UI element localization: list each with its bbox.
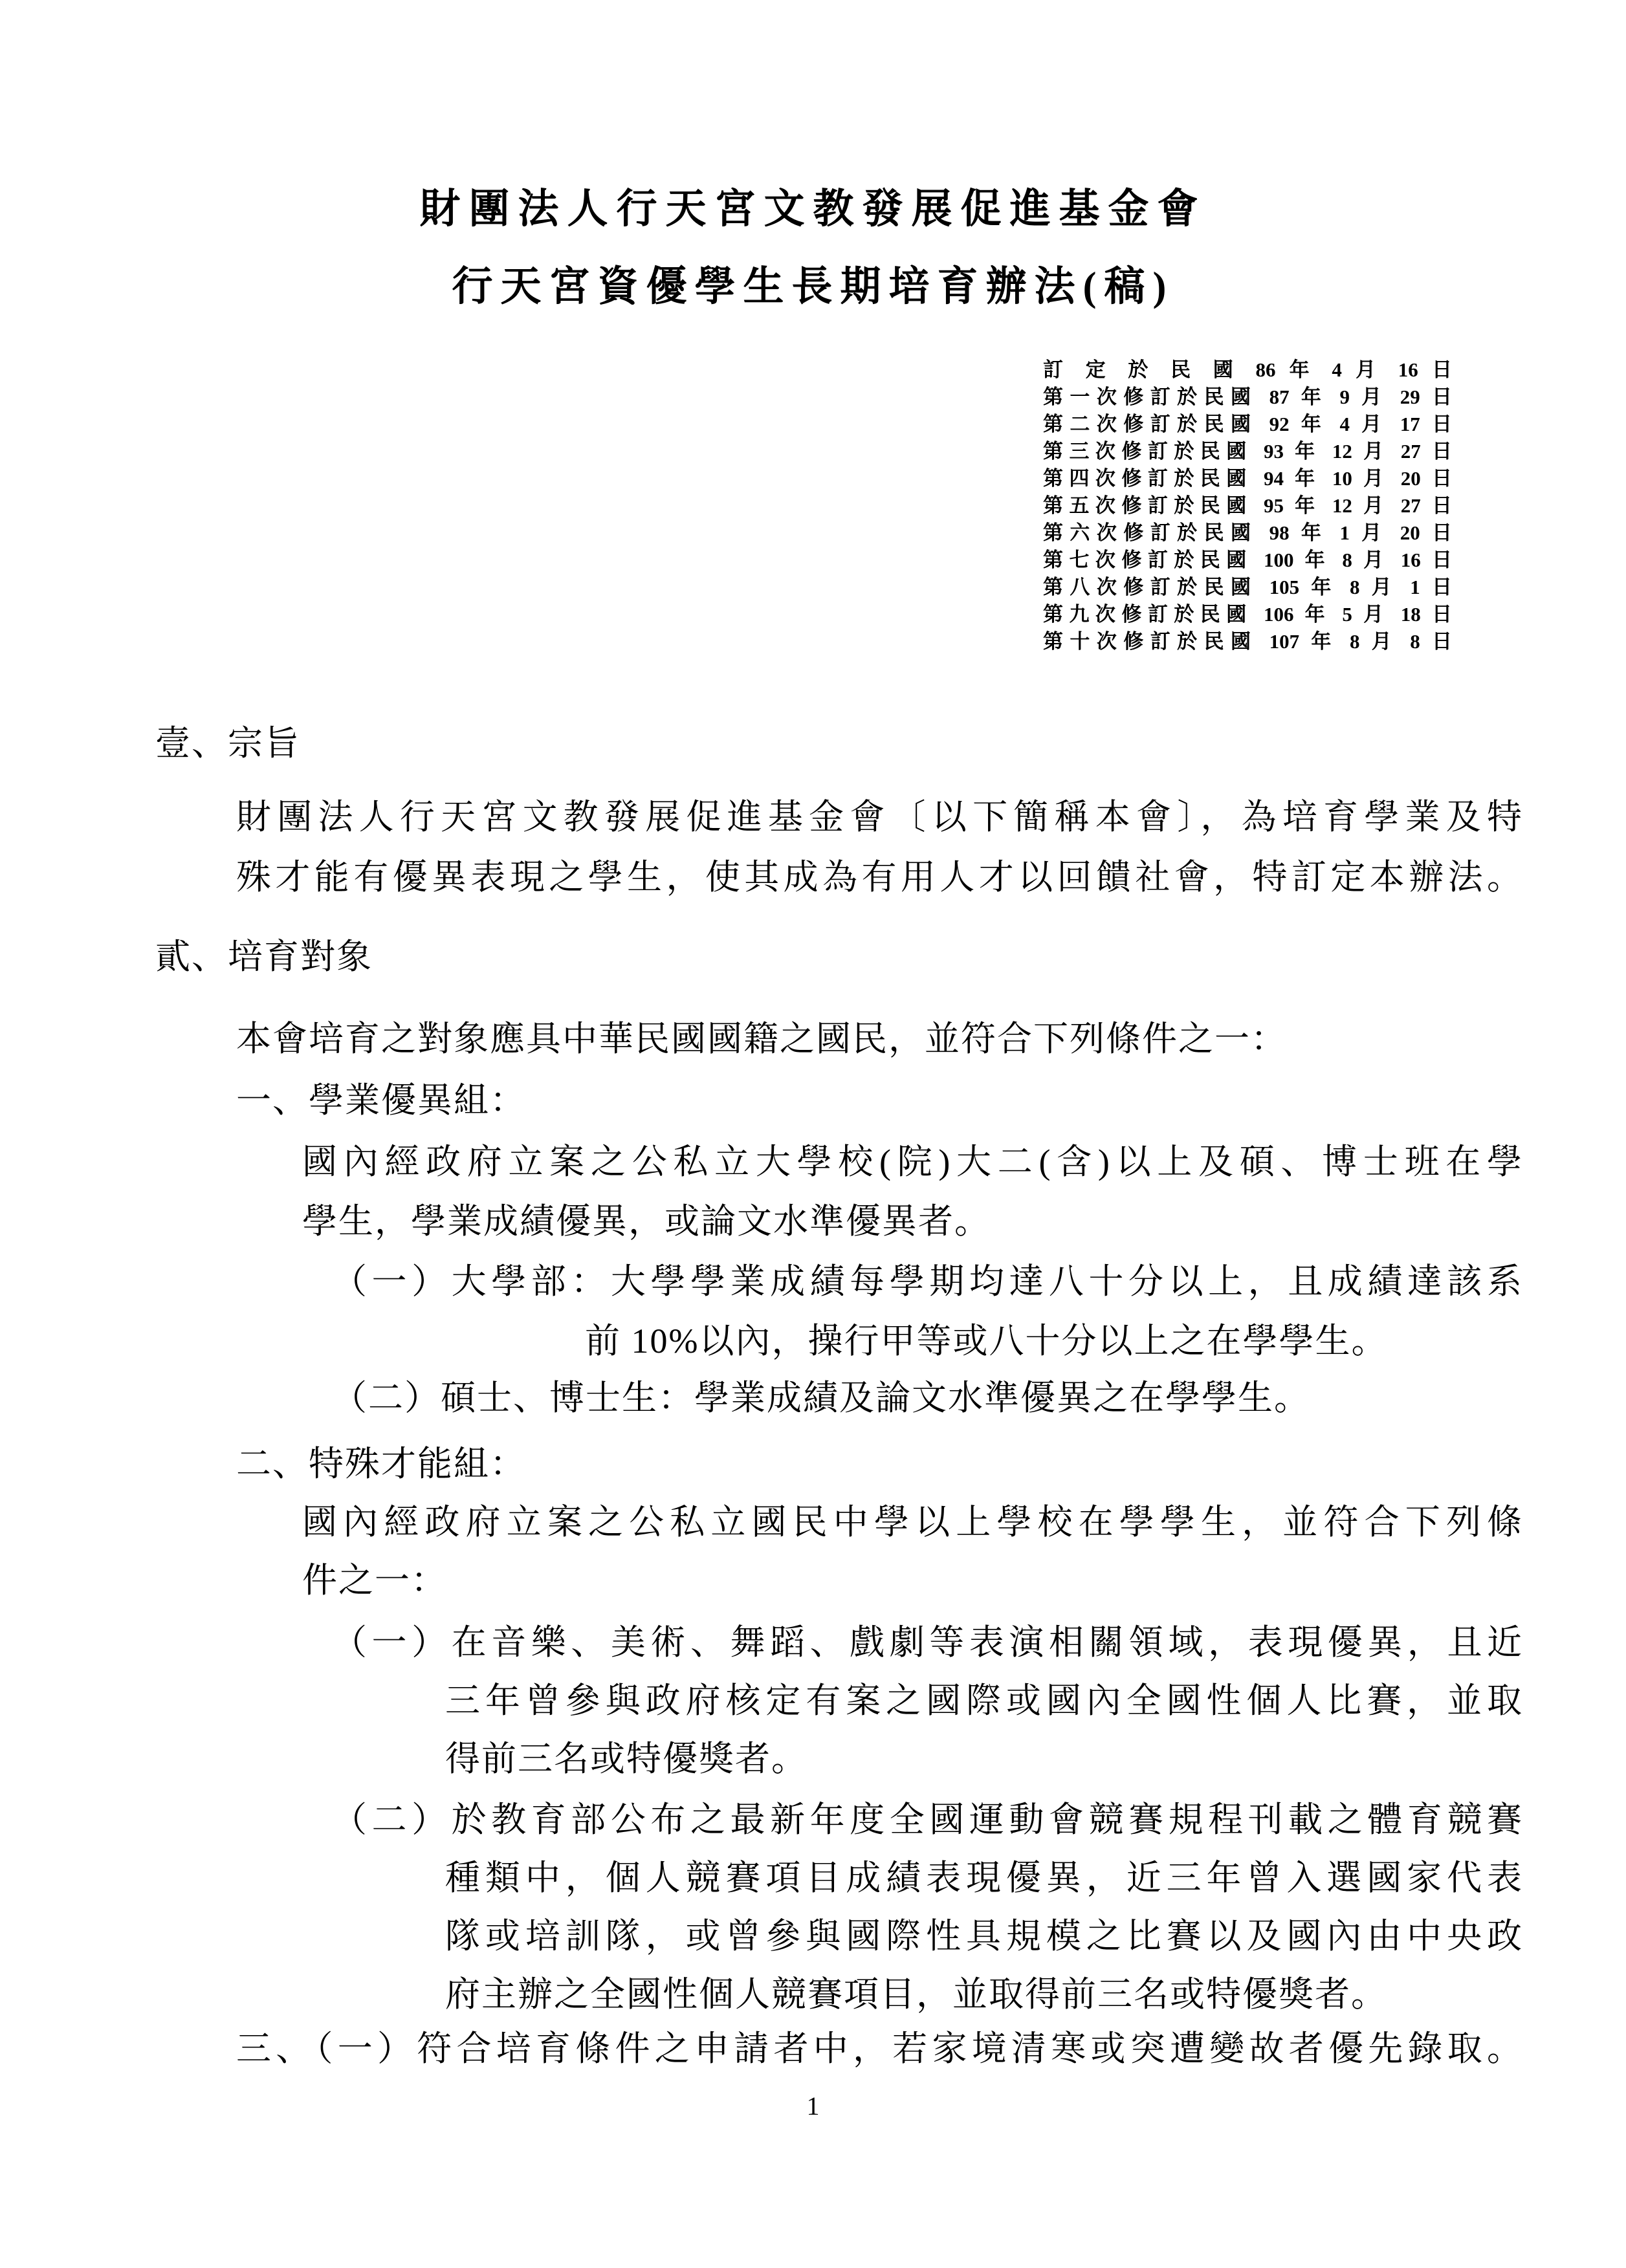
list-item-priority-admission: 三、（一）符合培育條件之申請者中，若家境清寒或突遭變故者優先錄取。 [236, 2029, 1522, 2068]
page-number: 1 [806, 2091, 820, 2121]
page-title-line2: 行天宮資優學生長期培育辦法(稿) [452, 264, 1174, 309]
revision-line: 第七次修訂於民國 100 年 8 月 16 日 [1043, 549, 1452, 571]
section-heading-targets: 貳、培育對象 [155, 937, 373, 976]
revision-history [1043, 356, 1452, 655]
revision-line: 第二次修訂於民國 92 年 4 月 17 日 [1043, 413, 1452, 435]
body-line: 府主辦之全國性個人競賽項目，並取得前三名或特優獎者。 [445, 1975, 1387, 2014]
list-item-academic-group: 一、學業優異組： [236, 1081, 526, 1120]
body-line: 本會培育之對象應具中華民國國籍之國民，並符合下列條件之一： [236, 1020, 1287, 1058]
list-item-undergraduate: （一）大學部：大學學業成績每學期均達八十分以上，且成績達該系 [332, 1262, 1522, 1301]
body-line: 學生，學業成績優異，或論文水準優異者。 [302, 1202, 991, 1241]
revision-line: 訂 定 於 民 國 86 年 4 月 16 日 [1043, 358, 1452, 381]
body-line: 種類中，個人競賽項目成績表現優異，近三年曾入選國家代表 [445, 1859, 1522, 1897]
page-title-line1: 財團法人行天宮文教發展促進基金會 [419, 186, 1207, 232]
revision-line: 第三次修訂於民國 93 年 12 月 27 日 [1043, 440, 1452, 463]
revision-line: 第六次修訂於民國 98 年 1 月 20 日 [1043, 521, 1452, 544]
section-heading-purpose: 壹、宗旨 [155, 724, 300, 763]
body-line: 財團法人行天宮文教發展促進基金會〔以下簡稱本會〕，為培育學業及特 [236, 798, 1522, 836]
revision-line: 第五次修訂於民國 95 年 12 月 27 日 [1043, 494, 1452, 517]
body-line: 國內經政府立案之公私立國民中學以上學校在學學生，並符合下列條 [302, 1503, 1522, 1542]
body-line: 國內經政府立案之公私立大學校(院)大二(含)以上及碩、博士班在學 [302, 1142, 1522, 1181]
list-item-graduate: （二）碩士、博士生：學業成績及論文水準優異之在學學生。 [332, 1379, 1310, 1417]
body-line: 前 10%以內，操行甲等或八十分以上之在學學生。 [585, 1322, 1388, 1360]
body-line: 隊或培訓隊，或曾參與國際性具規模之比賽以及國內由中央政 [445, 1917, 1522, 1956]
list-item-performing-arts: （一）在音樂、美術、舞蹈、戲劇等表演相關領域，表現優異，且近 [332, 1623, 1522, 1662]
revision-line: 第一次修訂於民國 87 年 9 月 29 日 [1043, 386, 1452, 408]
body-line: 三年曾參與政府核定有案之國際或國內全國性個人比賽，並取 [445, 1681, 1522, 1720]
list-item-sports: （二）於教育部公布之最新年度全國運動會競賽規程刊載之體育競賽 [332, 1800, 1522, 1839]
body-line: 殊才能有優異表現之學生，使其成為有用人才以回饋社會，特訂定本辦法。 [236, 858, 1522, 897]
body-line: 件之一： [302, 1561, 447, 1600]
revision-line: 第九次修訂於民國 106 年 5 月 18 日 [1043, 603, 1452, 626]
revision-line: 第十次修訂於民國 107 年 8 月 8 日 [1043, 630, 1452, 653]
revision-line: 第四次修訂於民國 94 年 10 月 20 日 [1043, 467, 1452, 490]
revision-line: 第八次修訂於民國 105 年 8 月 1 日 [1043, 576, 1452, 598]
body-line: 得前三名或特優獎者。 [445, 1739, 808, 1778]
list-item-special-talent-group: 二、特殊才能組： [236, 1445, 526, 1483]
